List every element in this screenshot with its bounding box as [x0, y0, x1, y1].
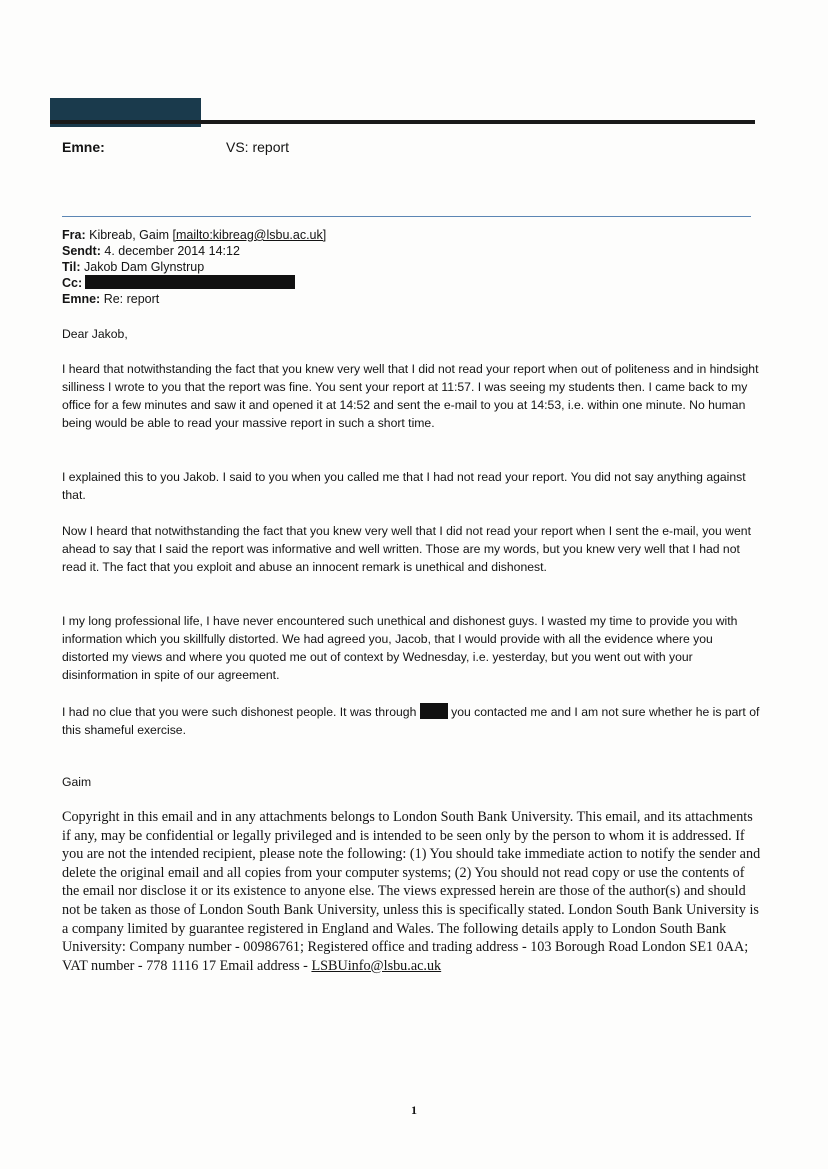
sent-value: 4. december 2014 14:12	[104, 244, 240, 258]
paragraph-5: I had no clue that you were such dishonest people. It was through you contacted me and I am not sure whether he is part of this shameful exercise.	[62, 705, 760, 737]
to-line	[62, 259, 204, 275]
paragraph-1: I heard that notwithstanding the fact that you knew very well that I did not read your report when out of politeness and in hindsight silliness I wrote to you that the report was fine. You sent your report at 11:57. I was seeing my students then. I came back to my office for a few minutes and saw it and opened it at 14:52 and sent the e-mail to you at 14:53, i.e. within one minute. No human being would be able to read your massive report in such a short time.	[62, 362, 759, 430]
paragraph-2: I explained this to you Jakob. I said to you when you called me that I had not read your report. You did not say anything against that.	[62, 470, 746, 502]
reply-subject-label: Emne:	[62, 292, 101, 306]
sent-label: Sendt:	[62, 244, 101, 258]
to-label: Til:	[62, 260, 81, 274]
redaction-block-cc	[85, 275, 295, 289]
page-number: 1	[411, 1103, 417, 1117]
quoted-message-divider	[62, 216, 751, 217]
signature: Gaim	[62, 775, 92, 789]
from-name: Kibreab, Gaim	[89, 228, 170, 242]
cc-line	[62, 275, 295, 291]
lsbu-email-link[interactable]: LSBUinfo@lsbu.ac.uk	[311, 957, 442, 974]
paragraph-4: I my long professional life, I have never encountered such unethical and dishonest guys. I wasted my time to provide you with information which you skillfully distorted. We had agreed you, Jacob, that I would provide with all the evidence where you distorted my views and where you quoted me out of context by Wednesday, i.e. yesterday, but you went out with your disinformation in spite of our agreement.	[62, 614, 738, 682]
paragraph-3: Now I heard that notwithstanding the fact that you knew very well that I did not read your report when I sent the e-mail, you went ahead to say that I said the report was informative and well written. Those are my words, but you knew very well that I had not read it. The fact that you exploit and abuse an innocent remark is unethical and dishonest.	[62, 524, 751, 574]
cc-label: Cc:	[62, 276, 83, 290]
legal-disclaimer: Copyright in this email and in any attachments belongs to London South Bank University. This email, and its attachments if any, may be confidential or legally privileged and is intended to be seen only by the person to whom it is addressed. If you are not the intended recipient, please note the following: (1) You should take immediate action to notify the sender and delete the original email and all copies from your computer systems; (2) You should not read copy or use the contents of the email nor disclose it or its existence to anyone else. The views expressed herein are those of the author(s) and should not be taken as those of London South Bank University, unless this is specifically stated. London South Bank University is a company limited by guarantee registered in England and Wales. The following details apply to London South Bank University: Company number - 00986761; Registered office and trading address - 103 Borough Road London SE1 0AA; VAT number - 778 1116 17 Email address - LSBUinfo@lsbu.ac.uk	[62, 809, 761, 974]
greeting: Dear Jakob,	[62, 327, 128, 341]
from-label: Fra:	[62, 228, 86, 242]
sent-line	[62, 243, 240, 259]
subject-value: VS: report	[226, 139, 290, 155]
to-value: Jakob Dam Glynstrup	[84, 260, 205, 274]
reply-subject-line	[62, 291, 159, 307]
from-mailto-link[interactable]: [mailto:kibreag@lsbu.ac.uk]	[172, 228, 327, 242]
subject-label: Emne:	[62, 139, 105, 155]
header-divider	[50, 120, 755, 124]
reply-subject-value: Re: report	[103, 292, 160, 306]
from-line	[62, 227, 326, 243]
redaction-block-inline	[420, 703, 448, 719]
